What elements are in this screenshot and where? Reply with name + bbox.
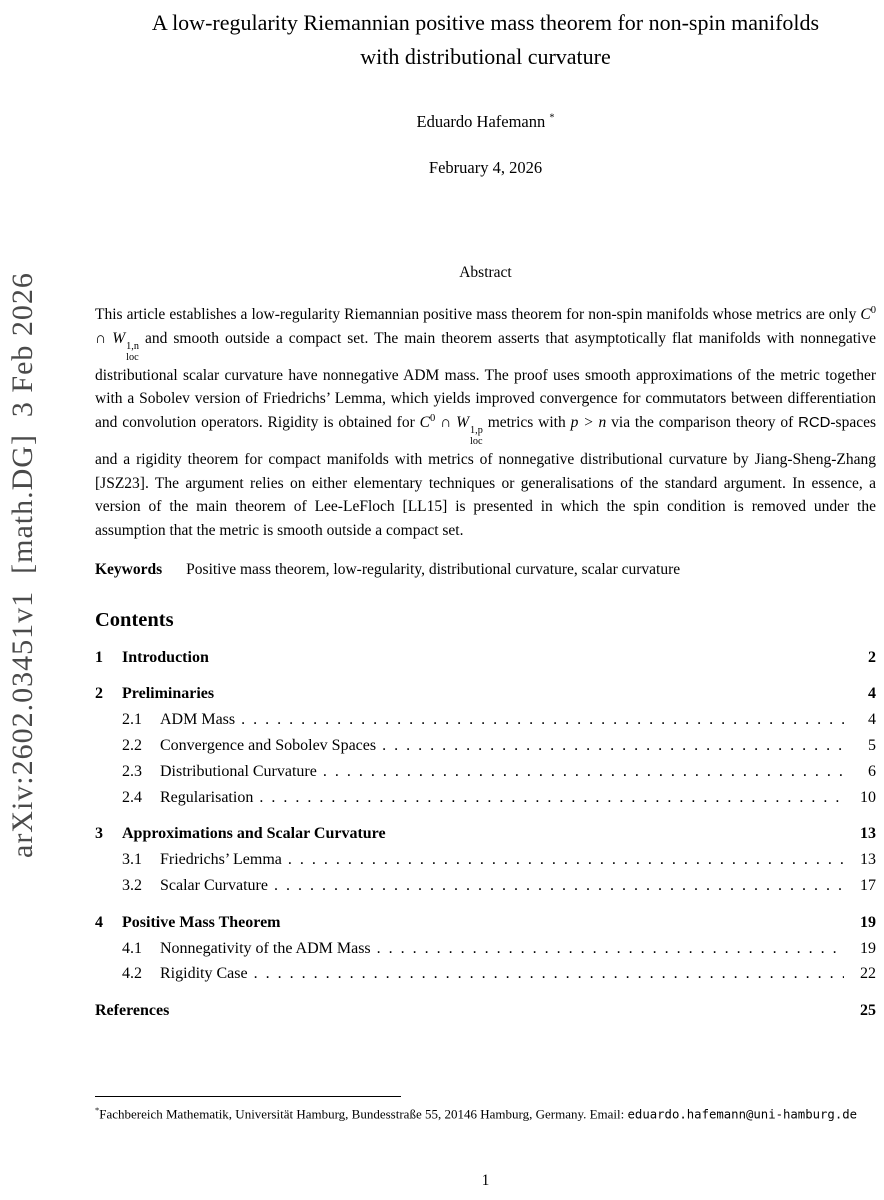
toc-entry[interactable] bbox=[95, 1001, 876, 1022]
toc-entry[interactable] bbox=[95, 913, 876, 934]
toc-dot-leader bbox=[323, 762, 844, 783]
toc-entry-label: Distributional Curvature bbox=[160, 762, 317, 780]
contents-heading: Contents bbox=[95, 608, 174, 631]
toc-entry-label: Scalar Curvature bbox=[160, 876, 268, 894]
toc-entry-page: 19 bbox=[860, 939, 876, 957]
toc-entry-label: Approximations and Scalar Curvature bbox=[122, 825, 386, 843]
toc-entry[interactable] bbox=[95, 648, 876, 669]
toc-entry-label: Regularisation bbox=[160, 788, 254, 806]
author-name: Eduardo Hafemann bbox=[416, 112, 546, 132]
toc-entry-number: 4.1 bbox=[122, 939, 142, 957]
toc-entry-label: ADM Mass bbox=[160, 711, 236, 729]
footnote-block bbox=[95, 1096, 876, 1124]
abstract-text: This article establishes a low-regularity Riemannian positive mass theorem for non-spin manifolds whose metrics are only $C^0$ ∩ W 1,n loc and smooth outside a compact set. The main theorem asserts that asymptotically flat manifolds with nonnegative distributional scalar curvature have nonnegative ADM mass. The proof uses smooth approximations of the metric together with a Sobolev version of Friedrichs’ Lemma, which yields improved convergence for commutators between differentiation and convolution operators. Rigidity is obtained for $C^0$ ∩ W 1,p loc metrics with p > n via the comparison theory of RCD-spaces and a rigidity theorem for compact manifolds with metrics of nonnegative distributional curvature by Jiang-Sheng-Zhang [JSZ23]. The argument relies on either elementary techniques or generalisations of the standard argument. In essence, a version of the main theorem of Lee-LeFloch [LL15] is presented in which the spin condition is removed under the assumption that the metric is smooth outside a compact set. bbox=[95, 305, 876, 539]
toc-entry-page: 4 bbox=[868, 685, 876, 703]
toc-entry-page: 25 bbox=[860, 1002, 876, 1020]
toc-entry-number: 2.4 bbox=[122, 788, 142, 806]
toc-entry-page: 22 bbox=[860, 965, 876, 983]
toc-entry-label: Introduction bbox=[122, 648, 209, 666]
toc-entry-page: 6 bbox=[868, 762, 876, 780]
toc-entry-label: Positive Mass Theorem bbox=[122, 913, 281, 931]
toc-entry-page: 17 bbox=[860, 876, 876, 894]
toc-entry-page: 13 bbox=[860, 825, 876, 843]
keywords-text: Positive mass theorem, low-regularity, distributional curvature, scalar curvature bbox=[186, 560, 681, 578]
toc-entry[interactable] bbox=[95, 850, 876, 871]
toc-entry-page: 10 bbox=[860, 788, 876, 806]
toc-entry-number: 3 bbox=[95, 825, 103, 843]
toc-dot-leader bbox=[288, 850, 844, 871]
footnote-marker: * bbox=[95, 1105, 100, 1115]
toc-dot-leader bbox=[377, 939, 844, 960]
toc-dot-leader bbox=[274, 876, 844, 897]
toc-entry-page: 4 bbox=[868, 711, 876, 729]
abstract-heading: Abstract bbox=[459, 264, 512, 282]
footnote-rule bbox=[95, 1096, 401, 1097]
footnote-affiliation: Fachbereich Mathematik, Universität Hamburg, Bundesstraße 55, 20146 Hamburg, Germany. Email: bbox=[99, 1106, 628, 1122]
toc-entry-label: References bbox=[95, 1002, 170, 1020]
toc-entry-page: 2 bbox=[868, 648, 876, 666]
toc-entry[interactable] bbox=[95, 876, 876, 897]
toc-entry-label: Rigidity Case bbox=[160, 965, 248, 983]
toc-list bbox=[95, 648, 876, 1022]
toc-entry-number: 2.2 bbox=[122, 737, 142, 754]
author-line bbox=[95, 112, 876, 132]
toc-entry-page: 19 bbox=[860, 913, 876, 931]
toc-entry[interactable] bbox=[95, 710, 876, 731]
keywords-line bbox=[95, 561, 876, 579]
toc-entry[interactable] bbox=[95, 684, 876, 705]
toc-entry-number: 1 bbox=[95, 648, 103, 666]
toc-entry-page: 13 bbox=[860, 851, 876, 869]
toc-entry-label: Preliminaries bbox=[122, 685, 215, 703]
toc-entry[interactable] bbox=[95, 762, 876, 783]
toc-entry[interactable] bbox=[95, 824, 876, 845]
paper-date: February 4, 2026 bbox=[428, 158, 543, 178]
toc-dot-leader bbox=[259, 788, 844, 809]
footnote-text bbox=[95, 1104, 876, 1124]
toc-entry[interactable] bbox=[95, 788, 876, 809]
toc-entry[interactable] bbox=[95, 939, 876, 960]
toc-entry-number: 4 bbox=[95, 913, 103, 931]
page-number: 1 bbox=[481, 1172, 490, 1189]
footnote-email: eduardo.hafemann@uni-hamburg.de bbox=[627, 1107, 858, 1122]
toc-entry-page: 5 bbox=[868, 737, 876, 754]
toc-entry-number: 2.3 bbox=[122, 762, 142, 780]
toc-entry-label: Convergence and Sobolev Spaces bbox=[160, 737, 377, 754]
toc-entry-number: 2.1 bbox=[122, 711, 142, 729]
toc-entry[interactable] bbox=[95, 736, 876, 757]
toc-entry-label: Nonnegativity of the ADM Mass bbox=[160, 939, 371, 957]
toc-entry-number: 3.2 bbox=[122, 876, 142, 894]
toc-entry-number: 2 bbox=[95, 685, 103, 703]
toc-entry-number: 4.2 bbox=[122, 965, 142, 983]
toc-dot-leader bbox=[254, 964, 844, 985]
paper-page bbox=[95, 0, 876, 1022]
author-footnote-marker: * bbox=[549, 112, 555, 124]
paper-title: A low-regularity Riemannian positive mass theorem for non-spin manifolds with distributional curvature bbox=[151, 10, 820, 70]
toc-entry-number: 3.1 bbox=[122, 851, 142, 869]
keywords-label: Keywords bbox=[95, 560, 163, 578]
toc-entry-label: Friedrichs’ Lemma bbox=[160, 851, 282, 869]
arxiv-watermark: arXiv:2602.03451v1 [math.DG] 3 Feb 2026 bbox=[6, 272, 39, 858]
toc-dot-leader bbox=[382, 736, 844, 757]
toc-entry[interactable] bbox=[95, 964, 876, 985]
toc-dot-leader bbox=[241, 710, 844, 731]
